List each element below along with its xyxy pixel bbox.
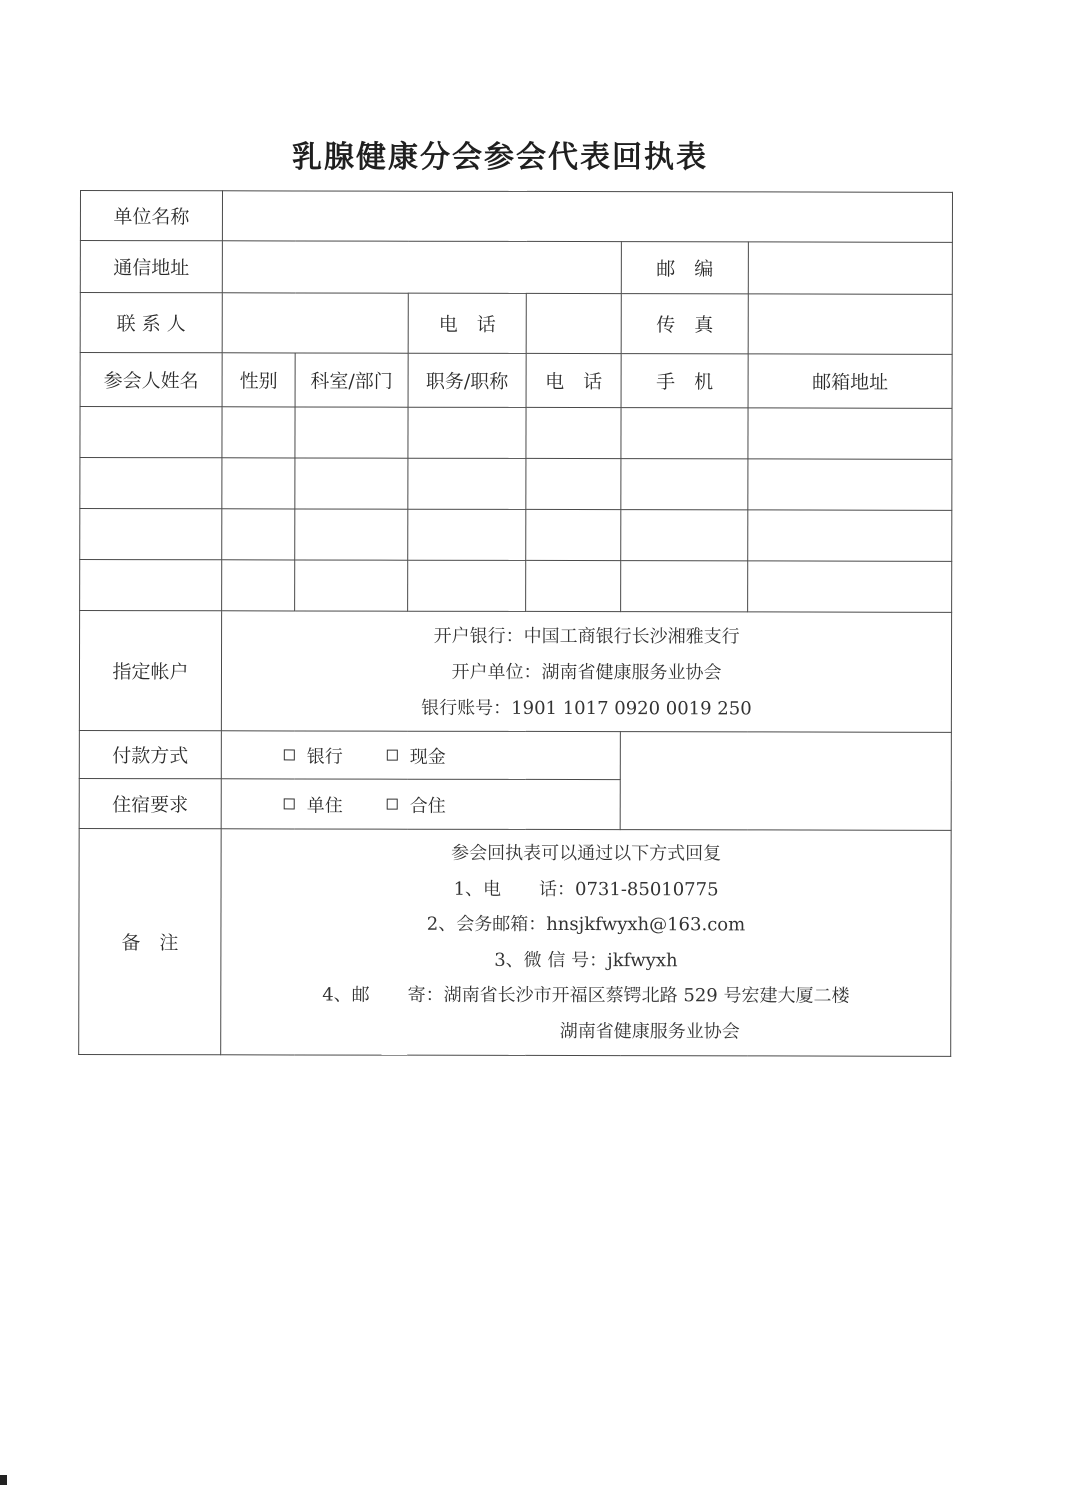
checkbox-icon[interactable] (284, 798, 295, 809)
header-department: 科室/部门 (295, 353, 408, 407)
contact-row (80, 293, 952, 355)
attendee-position-cell[interactable] (408, 458, 526, 509)
unit-name-field[interactable] (222, 191, 952, 243)
payment-option-cash-label: 现金 (409, 746, 446, 768)
notes-content (221, 829, 952, 1057)
lodging-label: 住宿要求 (79, 778, 221, 828)
attendee-row (80, 560, 952, 613)
header-attendee-name: 参会人姓名 (80, 353, 222, 407)
notes-item-phone-value: 0731-85010775 (575, 878, 719, 900)
attendee-phone-cell[interactable] (526, 458, 621, 509)
phone-label: 电 话 (408, 293, 526, 353)
attendee-department-cell[interactable] (295, 509, 408, 560)
attendee-name-cell[interactable] (80, 509, 222, 560)
checkbox-icon[interactable] (387, 799, 398, 810)
notes-item-mail-num: 4、邮 (322, 984, 370, 1006)
postcode-field[interactable] (748, 242, 952, 294)
notes-item-email-key: 2、会务邮箱： (426, 913, 547, 935)
attendee-row (80, 407, 952, 460)
notes-item-phone-key: 话： (539, 878, 576, 900)
attendee-email-cell[interactable] (748, 510, 952, 561)
attendee-gender-cell[interactable] (222, 407, 295, 458)
header-mobile: 手 机 (621, 354, 748, 408)
fax-label: 传 真 (621, 294, 748, 354)
notes-intro: 参会回执表可以通过以下方式回复 (451, 842, 722, 865)
attendee-mobile-cell[interactable] (621, 561, 748, 612)
attendee-gender-cell[interactable] (222, 560, 295, 611)
address-field[interactable] (222, 241, 621, 294)
account-unit-line: 开户单位：湖南省健康服务业协会 (451, 661, 722, 683)
header-email: 邮箱地址 (748, 354, 952, 408)
payment-lodging-blank (620, 732, 951, 831)
attendee-position-cell[interactable] (408, 407, 526, 458)
address-label: 通信地址 (80, 241, 222, 293)
attendee-mobile-cell[interactable] (621, 510, 748, 561)
payment-option-bank[interactable] (284, 742, 343, 768)
notes-item-mail-value: 湖南省长沙市开福区蔡锷北路 529 号宏建大厦二楼 (443, 984, 850, 1007)
header-gender: 性别 (222, 353, 295, 407)
lodging-options (221, 779, 620, 830)
attendee-email-cell[interactable] (748, 408, 952, 459)
attendee-position-cell[interactable] (408, 509, 526, 560)
account-info (221, 611, 951, 733)
notes-item-phone-num: 1、电 (453, 878, 502, 900)
checkbox-icon[interactable] (284, 749, 295, 760)
notes-item-wechat-key: 3、微 信 号： (494, 949, 608, 971)
account-label: 指定帐户 (79, 611, 221, 731)
payment-options (221, 731, 620, 780)
lodging-option-single-label: 单住 (306, 794, 343, 817)
lodging-option-single[interactable] (284, 791, 343, 817)
checkbox-icon[interactable] (387, 750, 398, 761)
attendee-email-cell[interactable] (748, 459, 952, 510)
lodging-option-shared[interactable] (387, 791, 446, 817)
notes-item-mail-key: 寄： (407, 984, 444, 1006)
scan-edge-mark (0, 1475, 7, 1485)
notes-item-wechat (231, 942, 940, 979)
account-bank-line: 开户银行：中国工商银行长沙湘雅支行 (433, 625, 740, 647)
notes-item-mail-recipient: 湖南省健康服务业协会 (559, 1020, 740, 1042)
payment-row (79, 730, 951, 780)
notes-row (79, 828, 952, 1056)
attendee-gender-cell[interactable] (222, 458, 295, 509)
attendee-name-cell[interactable] (80, 407, 222, 458)
attendee-gender-cell[interactable] (222, 509, 295, 560)
notes-item-email-value: hnsjkfwyxh@163.com (546, 913, 746, 936)
attendee-row (80, 458, 952, 511)
attendee-position-cell[interactable] (408, 560, 526, 611)
unit-name-row (80, 191, 952, 243)
attendee-phone-cell[interactable] (526, 509, 621, 560)
notes-label: 备 注 (79, 828, 221, 1054)
attendee-name-cell[interactable] (80, 560, 222, 611)
attendee-header-row (80, 353, 952, 409)
fax-field[interactable] (748, 294, 952, 354)
attendee-department-cell[interactable] (295, 560, 408, 611)
postcode-label: 邮 编 (621, 242, 748, 294)
attendee-department-cell[interactable] (295, 458, 408, 509)
attendee-mobile-cell[interactable] (621, 408, 748, 459)
unit-name-label: 单位名称 (80, 191, 222, 241)
attendee-phone-cell[interactable] (526, 560, 621, 611)
account-row (79, 611, 951, 733)
attendee-row (80, 509, 952, 562)
payment-option-bank-label: 银行 (306, 745, 343, 768)
lodging-option-shared-label: 合住 (409, 795, 446, 817)
attendee-name-cell[interactable] (80, 458, 222, 509)
header-phone: 电 话 (526, 353, 621, 407)
header-position: 职务/职称 (408, 353, 526, 407)
attendee-phone-cell[interactable] (526, 407, 621, 458)
phone-field[interactable] (526, 293, 621, 353)
notes-item-phone (232, 871, 941, 908)
account-number-line: 银行账号：1901 1017 0920 0019 250 (421, 697, 752, 719)
contact-field[interactable] (222, 293, 408, 353)
attendee-email-cell[interactable] (748, 561, 952, 612)
notes-item-wechat-value: jkfwyxh (607, 949, 678, 971)
form-title: 乳腺健康分会参会代表回执表 (292, 140, 708, 175)
payment-label: 付款方式 (79, 730, 221, 778)
attendee-mobile-cell[interactable] (621, 459, 748, 510)
notes-item-email (231, 906, 940, 943)
registration-form-table (78, 190, 953, 1057)
address-row (80, 241, 952, 295)
notes-item-mail (231, 977, 940, 1014)
contact-label: 联 系 人 (80, 293, 222, 353)
attendee-department-cell[interactable] (295, 407, 408, 458)
payment-option-cash[interactable] (387, 742, 446, 768)
